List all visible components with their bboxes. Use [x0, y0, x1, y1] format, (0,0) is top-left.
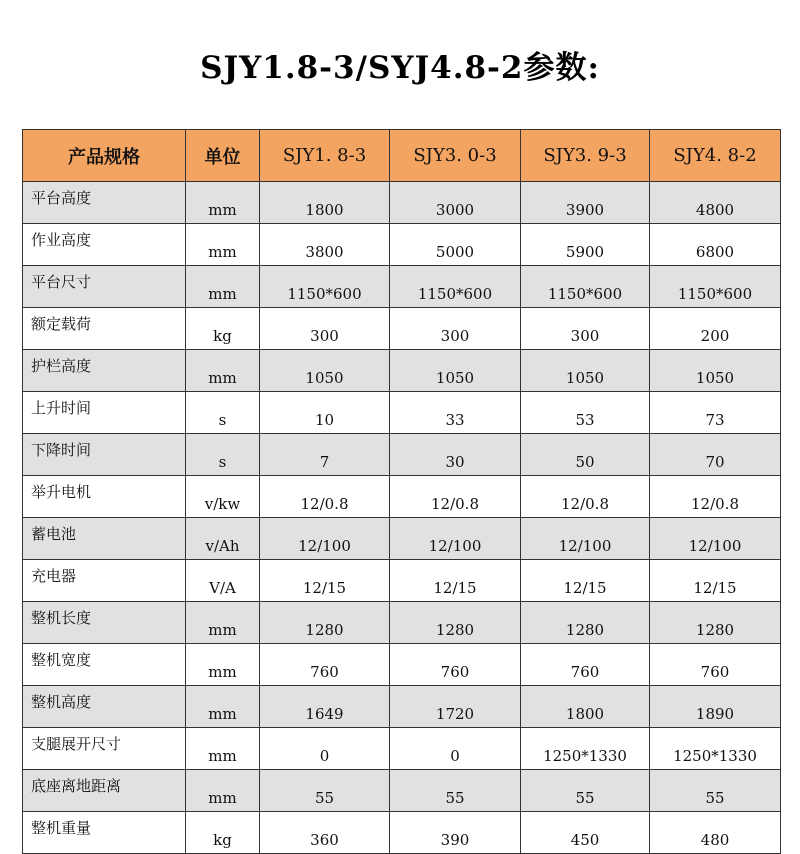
header-model-4: SJY4. 8-2 [650, 130, 781, 182]
row-unit: mm [186, 224, 260, 266]
row-unit: mm [186, 644, 260, 686]
row-value: 1150*600 [390, 266, 521, 308]
row-value: 760 [260, 644, 390, 686]
row-label: 充电器 [23, 560, 186, 602]
row-unit: mm [186, 182, 260, 224]
row-unit: s [186, 434, 260, 476]
table-row [23, 266, 781, 308]
row-value: 12/15 [521, 560, 650, 602]
row-value: 1649 [260, 686, 390, 728]
row-value: 6800 [650, 224, 781, 266]
row-value: 70 [650, 434, 781, 476]
row-value: 1280 [521, 602, 650, 644]
table-row [23, 518, 781, 560]
row-unit: mm [186, 770, 260, 812]
row-label: 整机宽度 [23, 644, 186, 686]
row-value: 12/0.8 [650, 476, 781, 518]
row-value: 53 [521, 392, 650, 434]
table-row [23, 224, 781, 266]
page-title: SJY1.8-3/SYJ4.8-2参数: [200, 50, 600, 86]
row-value: 12/0.8 [390, 476, 521, 518]
row-value: 1250*1330 [650, 728, 781, 770]
table-row [23, 392, 781, 434]
row-value: 1890 [650, 686, 781, 728]
row-value: 12/15 [390, 560, 521, 602]
row-unit: s [186, 392, 260, 434]
table-row [23, 686, 781, 728]
row-value: 200 [650, 308, 781, 350]
row-value: 55 [521, 770, 650, 812]
row-value: 360 [260, 812, 390, 854]
row-value: 1150*600 [260, 266, 390, 308]
table-row [23, 308, 781, 350]
table-row [23, 476, 781, 518]
row-value: 5900 [521, 224, 650, 266]
row-value: 390 [390, 812, 521, 854]
row-unit: kg [186, 812, 260, 854]
row-value: 30 [390, 434, 521, 476]
row-value: 73 [650, 392, 781, 434]
row-label: 护栏高度 [23, 350, 186, 392]
row-label: 下降时间 [23, 434, 186, 476]
row-unit: mm [186, 266, 260, 308]
row-value: 300 [521, 308, 650, 350]
row-value: 33 [390, 392, 521, 434]
row-value: 3000 [390, 182, 521, 224]
row-label: 底座离地距离 [23, 770, 186, 812]
row-value: 1800 [521, 686, 650, 728]
row-unit: mm [186, 728, 260, 770]
row-label: 整机长度 [23, 602, 186, 644]
row-value: 7 [260, 434, 390, 476]
row-value: 50 [521, 434, 650, 476]
row-value: 300 [390, 308, 521, 350]
row-unit: v/kw [186, 476, 260, 518]
table-row [23, 728, 781, 770]
row-value: 760 [650, 644, 781, 686]
row-value: 300 [260, 308, 390, 350]
row-label: 蓄电池 [23, 518, 186, 560]
row-value: 1050 [390, 350, 521, 392]
header-spec: 产品规格 [23, 130, 186, 182]
row-label: 额定载荷 [23, 308, 186, 350]
row-value: 12/100 [650, 518, 781, 560]
spec-table-body [23, 182, 781, 854]
row-value: 55 [260, 770, 390, 812]
table-row [23, 434, 781, 476]
row-value: 1150*600 [521, 266, 650, 308]
row-value: 5000 [390, 224, 521, 266]
row-value: 1150*600 [650, 266, 781, 308]
row-label: 作业高度 [23, 224, 186, 266]
table-row [23, 602, 781, 644]
row-value: 1280 [390, 602, 521, 644]
row-value: 12/0.8 [521, 476, 650, 518]
row-unit: mm [186, 686, 260, 728]
table-row [23, 560, 781, 602]
row-value: 1250*1330 [521, 728, 650, 770]
row-value: 4800 [650, 182, 781, 224]
header-model-3: SJY3. 9-3 [521, 130, 650, 182]
row-unit: V/A [186, 560, 260, 602]
row-value: 1280 [260, 602, 390, 644]
row-unit: mm [186, 602, 260, 644]
row-value: 3800 [260, 224, 390, 266]
header-row [23, 130, 781, 182]
spec-table [22, 129, 781, 854]
row-value: 12/15 [650, 560, 781, 602]
row-value: 12/100 [260, 518, 390, 560]
table-row [23, 182, 781, 224]
row-label: 整机高度 [23, 686, 186, 728]
row-value: 760 [521, 644, 650, 686]
row-label: 平台尺寸 [23, 266, 186, 308]
row-value: 1050 [521, 350, 650, 392]
row-label: 支腿展开尺寸 [23, 728, 186, 770]
row-value: 10 [260, 392, 390, 434]
row-value: 1050 [650, 350, 781, 392]
table-row [23, 770, 781, 812]
row-value: 12/100 [390, 518, 521, 560]
row-value: 480 [650, 812, 781, 854]
row-label: 平台高度 [23, 182, 186, 224]
table-row [23, 350, 781, 392]
row-unit: v/Ah [186, 518, 260, 560]
row-value: 3900 [521, 182, 650, 224]
header-model-1: SJY1. 8-3 [260, 130, 390, 182]
row-label: 举升电机 [23, 476, 186, 518]
row-value: 0 [390, 728, 521, 770]
row-value: 1280 [650, 602, 781, 644]
row-value: 55 [390, 770, 521, 812]
row-value: 1800 [260, 182, 390, 224]
row-value: 1050 [260, 350, 390, 392]
row-value: 760 [390, 644, 521, 686]
row-value: 450 [521, 812, 650, 854]
table-row [23, 644, 781, 686]
row-unit: mm [186, 350, 260, 392]
row-value: 12/0.8 [260, 476, 390, 518]
row-value: 12/100 [521, 518, 650, 560]
row-value: 0 [260, 728, 390, 770]
row-label: 整机重量 [23, 812, 186, 854]
row-value: 55 [650, 770, 781, 812]
row-unit: kg [186, 308, 260, 350]
header-unit: 单位 [186, 130, 260, 182]
row-value: 1720 [390, 686, 521, 728]
row-label: 上升时间 [23, 392, 186, 434]
table-row [23, 812, 781, 854]
header-model-2: SJY3. 0-3 [390, 130, 521, 182]
row-value: 12/15 [260, 560, 390, 602]
